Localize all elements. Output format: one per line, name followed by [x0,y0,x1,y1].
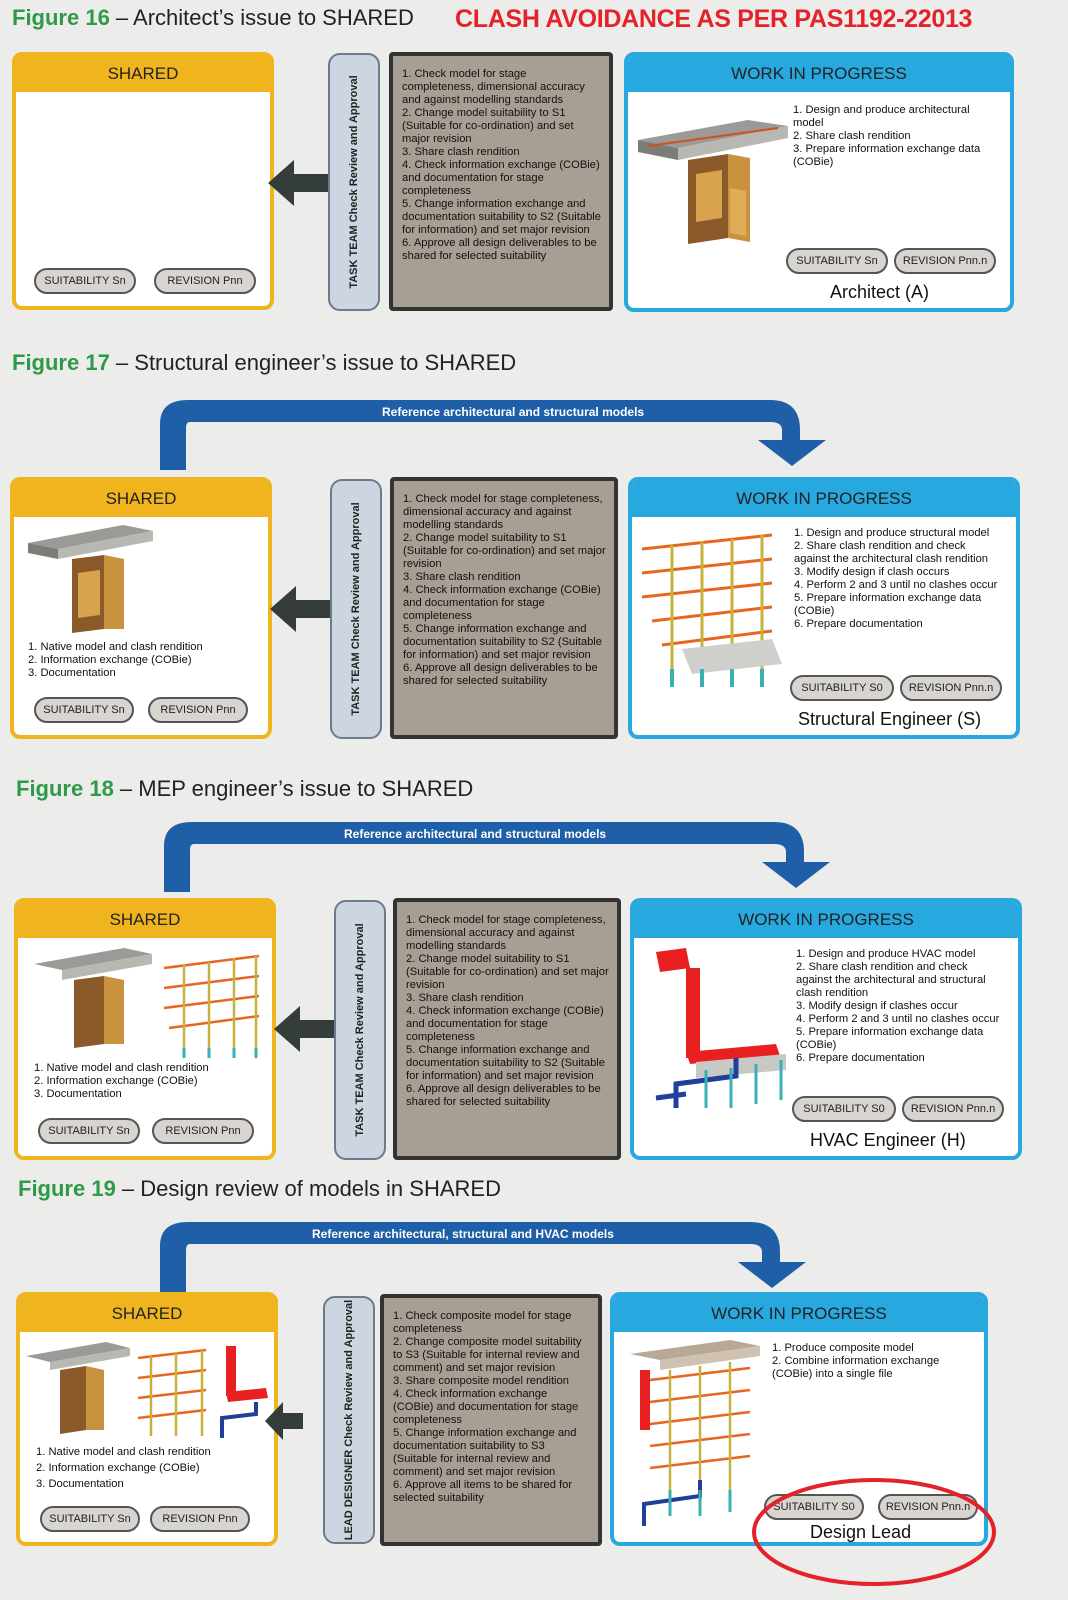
shared-heading: SHARED [20,1296,274,1332]
shared-heading: SHARED [14,481,268,517]
task-team-label: TASK TEAM Check Review and Approval [328,53,380,311]
shared-heading: SHARED [18,902,272,938]
check-step: 2. Change composite model suitability to S3 (Suitable for internal review and comment) and set major revision [393,1336,582,1374]
combined-models-icon [26,1342,272,1442]
role-label: Structural Engineer (S) [798,709,982,729]
check-step: 5. Change information exchange and documentation suitability to S3 (Suitable for internal review and comment) and set major revision [393,1427,577,1478]
shared-box [12,52,274,310]
check-step: 4. Check information exchange (COBie) and documentation for stage completeness [406,1005,604,1043]
combined-models-icon [34,948,264,1058]
check-step: 4. Check information exchange (COBie) and documentation for stage completeness [403,584,601,622]
check-step: 3. Share clash rendition [402,146,520,158]
check-step: 6. Approve all items to be shared for selected suitability [393,1479,573,1504]
role-label: Architect (A) [830,282,930,302]
hvac-model-icon [646,948,796,1118]
check-step: 3. Share clash rendition [406,992,524,1004]
suitability-badge: SUITABILITY Sn [786,248,888,274]
wip-steps: 1. Produce composite model 2. Combine information exchange (COBie) into a single file [772,1342,940,1380]
check-step: 1. Check model for stage completeness, dimensional accuracy and against modelling standards [406,914,606,952]
revision-badge: REVISION Pnn.n [894,248,996,274]
wip-steps: 1. Design and produce architectural model 2. Share clash rendition 3. Prepare information exchange data (COBie) [793,104,981,168]
check-steps-box [380,1294,602,1546]
check-step: 4. Check information exchange (COBie) and documentation for stage completeness [393,1388,579,1426]
check-step: 4. Check information exchange (COBie) and documentation for stage completeness [402,159,600,197]
suitability-badge: SUITABILITY Sn [34,268,136,294]
reference-label: Reference architectural and structural models [344,827,607,841]
check-step: 3. Share clash rendition [403,571,521,583]
check-step: 1. Check model for stage completeness, dimensional accuracy and against modelling standards [403,493,603,531]
check-step: 2. Change model suitability to S1 (Suitable for co-ordination) and set major revision [402,107,574,145]
check-steps-box [389,52,613,311]
check-step: 5. Change information exchange and documentation suitability to S2 (Suitable for information) and set major revision [402,198,602,236]
reference-label: Reference architectural, structural and HVAC models [312,1227,614,1241]
wip-heading: WORK IN PROGRESS [634,902,1018,938]
check-step: 2. Change model suitability to S1 (Suitable for co-ordination) and set major revision [406,953,609,991]
shared-items: 1. Native model and clash rendition 2. Information exchange (COBie) 3. Documentation [36,1446,211,1490]
suitability-badge: SUITABILITY S0 [792,1096,896,1122]
figure-18-title: Figure 18 – MEP engineer’s issue to SHARED [16,776,474,801]
revision-badge: REVISION Pnn.n [878,1494,978,1520]
figure-17-title: Figure 17 – Structural engineer’s issue to SHARED [12,350,517,375]
check-step: 1. Check model for stage completeness, dimensional accuracy and against modelling standards [402,68,585,106]
wip-heading: WORK IN PROGRESS [628,56,1010,92]
task-team-label: TASK TEAM Check Review and Approval [330,479,382,739]
reference-label: Reference architectural and structural models [382,405,645,419]
revision-badge: REVISION Pnn.n [902,1096,1004,1122]
shared-box [14,898,276,1160]
figure-19-title: Figure 19 – Design review of models in SHARED [18,1176,501,1201]
wip-box [624,52,1014,312]
check-step: 5. Change information exchange and documentation suitability to S2 (Suitable for information) and set major revision [403,623,603,661]
suitability-badge: SUITABILITY Sn [34,697,134,723]
check-step: 6. Approve all design deliverables to be shared for selected suitability [406,1083,601,1108]
revision-badge: REVISION Pnn [154,268,256,294]
arrow-left-icon [268,160,330,206]
main-title: CLASH AVOIDANCE AS PER PAS1192-22013 [455,5,973,33]
shared-box [10,477,272,739]
revision-badge: REVISION Pnn [150,1506,250,1532]
suitability-badge: SUITABILITY S0 [790,675,894,701]
lead-designer-label: LEAD DESIGNER Check Review and Approval [323,1296,375,1544]
highlight-circle [748,1474,1000,1590]
check-step: 2. Change model suitability to S1 (Suitable for co-ordination) and set major revision [403,532,606,570]
shared-heading: SHARED [16,56,270,92]
check-steps-box [390,477,618,739]
check-step: 6. Approve all design deliverables to be shared for selected suitability [403,662,598,687]
task-team-label: TASK TEAM Check Review and Approval [334,900,386,1160]
check-step: 1. Check composite model for stage completeness [393,1310,572,1335]
check-step: 6. Approve all design deliverables to be shared for selected suitability [402,237,597,262]
shared-items: 1. Native model and clash rendition 2. Information exchange (COBie) 3. Documentation [34,1062,209,1100]
architectural-model-icon [638,118,788,248]
arrow-left-icon [274,1006,336,1052]
shared-box [16,1292,278,1546]
arrow-left-icon [265,1402,303,1440]
wip-steps: 1. Design and produce HVAC model 2. Share clash rendition and check against the architectural and structural clash rendition 3. Modify design if clashes occur 4. Perform 2 and 3 until no clashes occur 5. Prepare information exchange data (COBie) 6. Prepare documentation [796,948,1000,1064]
shared-items: 1. Native model and clash rendition 2. Information exchange (COBie) 3. Documentation [28,641,203,679]
wip-box [628,477,1020,739]
check-step: 3. Share composite model rendition [393,1375,569,1387]
wip-box [630,898,1022,1160]
architectural-model-icon [28,525,158,635]
suitability-badge: SUITABILITY S0 [764,1494,864,1520]
wip-heading: WORK IN PROGRESS [632,481,1016,517]
structural-model-icon [642,529,792,689]
role-label: Design Lead [810,1522,912,1542]
wip-steps: 1. Design and produce structural model 2. Share clash rendition and check against the architectural clash rendition 3. Modify design if clash occurs 4. Perform 2 and 3 until no clashes occur 5. Prepare information exchange data (COBie) 6. Prepare documentation [794,527,998,630]
suitability-badge: SUITABILITY Sn [38,1118,140,1144]
check-steps-box [393,898,621,1160]
role-label: HVAC Engineer (H) [810,1130,966,1150]
revision-badge: REVISION Pnn [152,1118,254,1144]
check-step: 5. Change information exchange and documentation suitability to S2 (Suitable for information) and set major revision [406,1044,606,1082]
arrow-left-icon [270,586,332,632]
suitability-badge: SUITABILITY Sn [40,1506,140,1532]
figure-16-title: Figure 16 – Architect’s issue to SHARED [12,5,414,30]
wip-heading: WORK IN PROGRESS [614,1296,984,1332]
revision-badge: REVISION Pnn.n [900,675,1002,701]
revision-badge: REVISION Pnn [148,697,248,723]
